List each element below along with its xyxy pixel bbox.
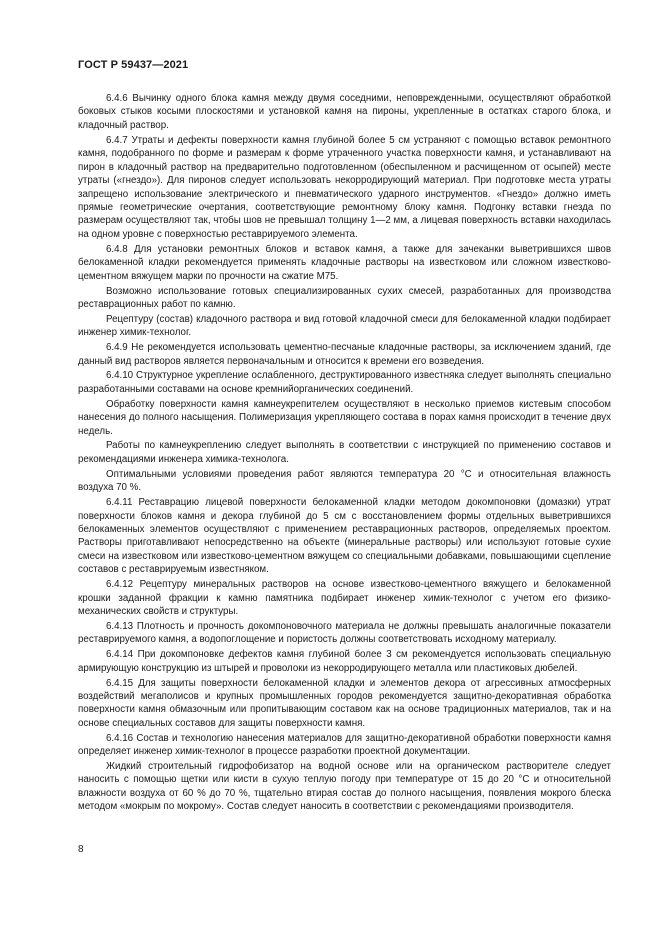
document-body	[78, 92, 611, 815]
paragraph: Рецептуру (состав) кладочного раствора и вид готовой кладочной смеси для белокаменной кладки подбирает инженер химик-технолог.	[78, 313, 611, 339]
paragraph: Возможно использование готовых специализированных сухих смесей, разработанных для производства реставрационных работ по камню.	[78, 285, 611, 310]
paragraph-6-4-14: 6.4.14 При докомпоновке дефектов камня глубиной более 3 см рекомендуется использовать специальную армирующую конструкцию из штырей и проволоки из некорродирующего металла или пластиковых дюбелей.	[78, 649, 611, 674]
paragraph-6-4-16: 6.4.16 Состав и технологию нанесения материалов для защитно-декоративной обработки поверхности камня определяет инженер химик-технолог в процессе разработки проектной документации.	[78, 732, 611, 758]
paragraph-6-4-6: 6.4.6 Вычинку одного блока камня между двумя соседними, неповрежденными, осуществляют обработкой боковых стыков косыми плоскостями и установкой камня на пироны, укрепленные в остатках старого блока, и кладочный раствор.	[78, 93, 611, 131]
paragraph: Жидкий строительный гидрофобизатор на водной основе или на органическом растворителе следует наносить с помощью щетки или кисти в сухую теплую погоду при температуре от 15 до 20 °С и относительной влажности воздуха от 60 % до 70 %, тщательно втирая состав до полного насыщения, появления мокрого блеска методом «мокрым по мокрому». Состав следует наносить в соответствии с рекомендациями производителя.	[78, 761, 611, 813]
paragraph: Обработку поверхности камня камнеукрепителем осуществляют в несколько приемов кистевым способом нанесения до полного насыщения. Полимеризация укрепляющего состава в порах камня происходит в течение двух недель.	[78, 398, 611, 437]
paragraph-6-4-9: 6.4.9 Не рекомендуется использовать цементно-песчаные кладочные растворы, за исключением зданий, где данный вид растворов является первоначальным и относится к времени его возведения.	[78, 342, 611, 367]
paragraph-6-4-11: 6.4.11 Реставрацию лицевой поверхности белокаменной кладки методом докомпоновки (домазки) утрат поверхности блоков камня и декора глубиной до 5 см с восстановлением формы отдельных выветрившихся белокаменных элементов осуществляют с применением реставрационных растворов, определяемых проектом. Растворы приготавливают непосредственно на объекте (минеральные растворы) или используют готовые сухие смеси на известковом или известково-цементном вяжущем со специальными добавками, повышающими сцепление составов с реставрируемым известняком.	[78, 497, 611, 576]
document-header: ГОСТ Р 59437—2021	[78, 59, 189, 71]
paragraph-6-4-13: 6.4.13 Плотность и прочность докомпоновочного материала не должны превышать аналогичные показатели реставрируемого камня, а водопоглощение и пористость должны соответствовать исходному материалу.	[78, 620, 611, 646]
paragraph-6-4-15: 6.4.15 Для защиты поверхности белокаменной кладки и элементов декора от агрессивных атмосферных воздействий мегаполисов и крупных промышленных городов рекомендуется защитно-декоративная обработка поверхности камня обмазочным или пропитывающим составом как на основе традиционных материалов, так и на основе специальных составов для защиты поверхности камня.	[78, 677, 611, 729]
paragraph: Работы по камнеукреплению следует выполнять в соответствии с инструкцией по применению составов и рекомендациями инженера химика-технолога.	[78, 440, 611, 465]
paragraph: Оптимальными условиями проведения работ являются температура 20 °С и относительная влажность воздуха 70 %.	[78, 468, 611, 494]
paragraph-6-4-10: 6.4.10 Структурное укрепление ослабленного, деструктированного известняка следует выполнять специально разработанными составами на основе кремнийорганических соединений.	[78, 370, 611, 395]
paragraph-6-4-12: 6.4.12 Рецептуру минеральных растворов на основе известково-цементного вяжущего и белокаменной крошки заданной фракции к камню памятника подбирает инженер химик-технолог с учетом его физико-механических свойств и структуры.	[78, 579, 611, 618]
paragraph-6-4-8: 6.4.8 Для установки ремонтных блоков и вставок камня, а также для зачеканки выветрившихся швов белокаменной кладки рекомендуется применять кладочные растворы на известковом или сложном известково-цементном вяжущем марки по прочности на сжатие М75.	[78, 243, 611, 282]
page-number: 8	[78, 844, 84, 855]
paragraph-6-4-7: 6.4.7 Утраты и дефекты поверхности камня глубиной более 5 см устраняют с помощью вставок ремонтного камня, подобранного по форме и размерам к форме утраченного участка поверхности камня, и устанавливают на пирон в кладочный раствор на предварительно подготовленном (обеспыленном и расчищенном от осыпей) месте утраты («гнездо»). Для пиронов следует использовать некорродирующий материал. При подготовке места утраты запрещено использование электрического и пневматического ударного инструментов. «Гнездо» должно иметь прямые геометрические очертания, соответствующие ремонтному блоку камня. Подгонку вставки гнезда по размерам осуществляют так, чтобы шов не превышал толщину 1—2 мм, а лицевая поверхность вставки находилась на одном уровне с поверхностью реставрируемого элемента.	[78, 134, 611, 240]
